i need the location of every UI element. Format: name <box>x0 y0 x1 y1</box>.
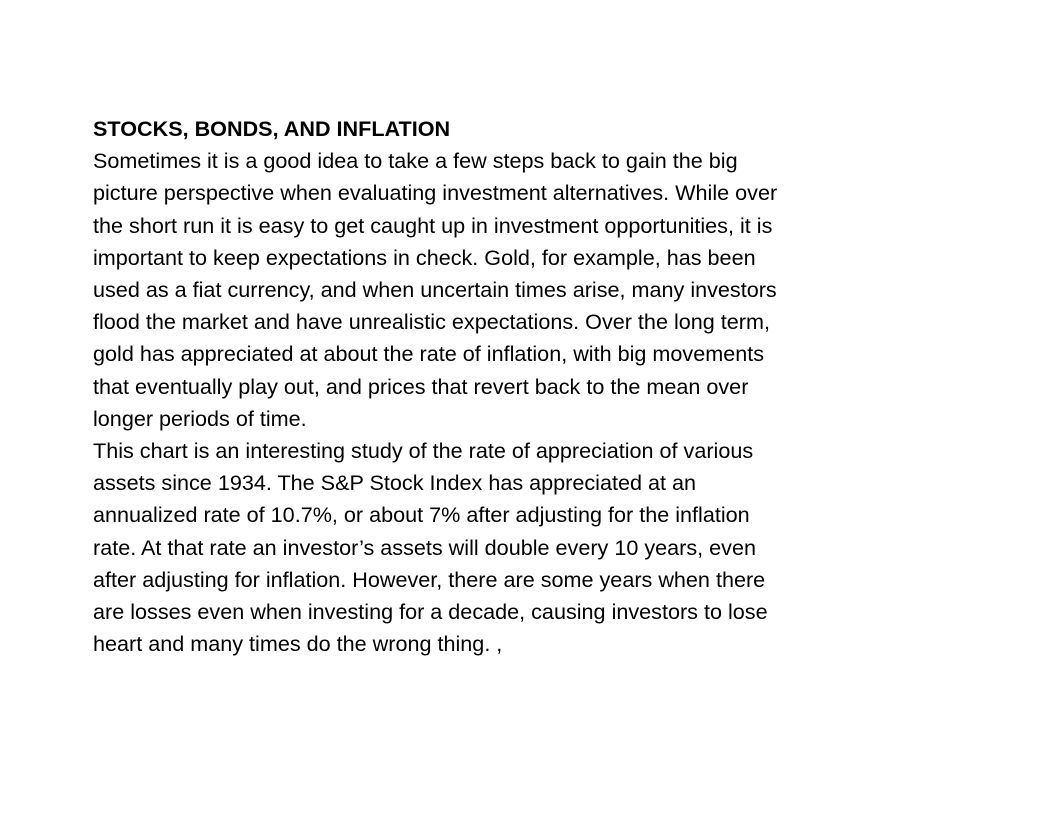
paragraph-2-line: heart and many times do the wrong thing. , <box>93 631 503 657</box>
paragraph-1-line: flood the market and have unrealistic expectations. Over the long term, <box>93 309 770 335</box>
body-text-block <box>93 113 963 660</box>
paragraph-2-line: assets since 1934. The S&P Stock Index has appreciated at an <box>93 470 697 496</box>
paragraph-1-line: gold has appreciated at about the rate of inflation, with big movements <box>93 341 765 367</box>
paragraph-1-line: Sometimes it is a good idea to take a few steps back to gain the big <box>93 148 738 174</box>
paragraph-1-line: the short run it is easy to get caught up in investment opportunities, it is <box>93 212 773 238</box>
paragraph-2-line: This chart is an interesting study of the rate of appreciation of various <box>93 438 754 464</box>
paragraph-1-line: that eventually play out, and prices that revert back to the mean over <box>93 373 749 399</box>
paragraph-2-line: annualized rate of 10.7%, or about 7% after adjusting for the inflation <box>93 502 750 528</box>
paragraph-1 <box>93 145 963 435</box>
paragraph-1-line: picture perspective when evaluating investment alternatives. While over <box>93 180 778 206</box>
slide-heading: STOCKS, BONDS, AND INFLATION <box>93 116 451 141</box>
paragraph-1-line: important to keep expectations in check. Gold, for example, has been <box>93 244 756 270</box>
paragraph-1-line: longer periods of time. <box>93 405 307 431</box>
paragraph-1-line: used as a fiat currency, and when uncertain times arise, many investors <box>93 277 777 303</box>
paragraph-2-line: are losses even when investing for a decade, causing investors to lose <box>93 599 768 625</box>
paragraph-2 <box>93 435 963 660</box>
paragraph-2-line: rate. At that rate an investor’s assets will double every 10 years, even <box>93 534 756 560</box>
paragraph-2-line: after adjusting for inflation. However, there are some years when there <box>93 566 766 592</box>
